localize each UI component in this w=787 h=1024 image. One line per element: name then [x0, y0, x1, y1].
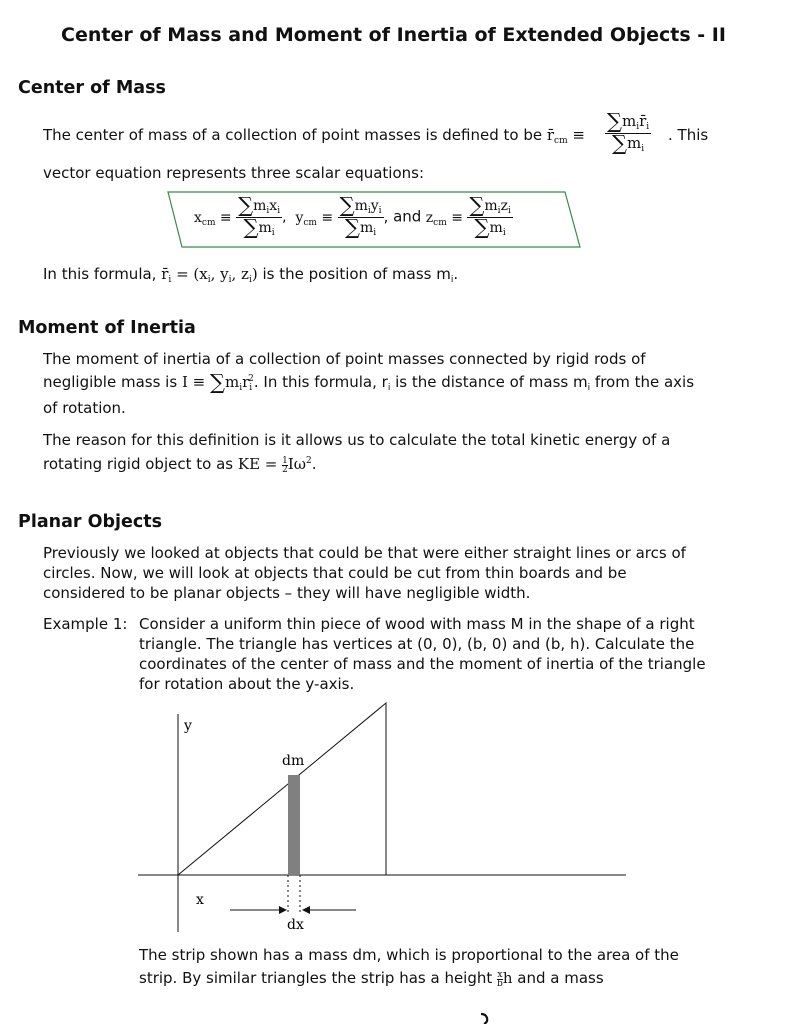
strip-line2: strip. By similar triangles the strip has a height $\frac{x}{b}$ h and a mass	[139, 969, 604, 989]
com-intro: The center of mass of a collection of point masses is defined to be $r̄_{cm}$ ≡	[43, 126, 585, 146]
triangle-outline	[178, 703, 386, 875]
dx-arrow-head	[302, 906, 310, 914]
example-line2: triangle. The triangle has vertices at (0, 0), (b, 0) and (b, h). Calculate the	[139, 635, 695, 653]
moi-p1-line2: negligible mass is $I \equiv \sum m_ir_i^2$. In this formula, $r_i$ is the distance of mass $m_i$ from the axis	[43, 370, 695, 394]
heading-center-of-mass: Center of Mass	[18, 78, 166, 98]
moi-p1-line3: of rotation.	[43, 399, 126, 417]
planar-p1-line3: considered to be planar objects – they will have negligible width.	[43, 584, 531, 602]
planar-p1-line1: Previously we looked at objects that could be that were either straight lines or arcs of	[43, 544, 686, 562]
dm-label: dm	[282, 753, 305, 769]
com-formula-note: In this formula, $r̄_i = (x_i$, $y_i$, $z_i$) is the position of mass $m_i$.	[43, 265, 459, 285]
dx-label: dx	[287, 917, 304, 933]
cutoff-glyph	[478, 1012, 494, 1024]
com-this: . This	[668, 126, 709, 144]
heading-planar-objects: Planar Objects	[18, 512, 163, 532]
moi-p1-line1: The moment of inertia of a collection of point masses connected by rigid rods of	[43, 350, 646, 368]
moi-p2-line2: rotating rigid object to as KE = $\frac{1}{2}$ $I\omega^2$.	[43, 455, 317, 475]
x-arrow-head	[279, 906, 287, 914]
x-label: x	[196, 892, 204, 908]
moi-p2-line1: The reason for this definition is it allows us to calculate the total kinetic energy of a	[43, 431, 671, 449]
example-line3: coordinates of the center of mass and the moment of inertia of the triangle	[139, 655, 706, 673]
strip-line1: The strip shown has a mass dm, which is proportional to the area of the	[139, 946, 679, 964]
example-line4: for rotation about the y-axis.	[139, 675, 355, 693]
heading-moment-of-inertia: Moment of Inertia	[18, 318, 196, 338]
triangle-figure	[130, 700, 630, 935]
com-vector-fraction: $\frac{\sum m_ir̄_i}{\sum m_i}$	[607, 109, 650, 155]
y-axis-label: y	[184, 718, 192, 734]
mass-strip	[288, 775, 300, 875]
scalar-equations: $x_{cm}$ ≡ $\frac{\sum m_ix_i}{\sum m_i}$ , $y_{cm}$ ≡ $\frac{\sum m_iy_i}{\sum m_i}$ , and $z_{cm}$ ≡ $\frac{\sum m_iz_i}{\sum m_i}$	[194, 193, 511, 239]
page-title: Center of Mass and Moment of Inertia of Extended Objects - II	[61, 24, 726, 46]
example-label: Example 1:	[43, 615, 128, 633]
rcm-symbol: $r̄_{cm}$ ≡	[546, 126, 585, 146]
example-line1: Consider a uniform thin piece of wood with mass M in the shape of a right	[139, 615, 695, 633]
planar-p1-line2: circles. Now, we will look at objects that could be cut from thin boards and be	[43, 564, 627, 582]
com-line2: vector equation represents three scalar equations:	[43, 164, 425, 182]
